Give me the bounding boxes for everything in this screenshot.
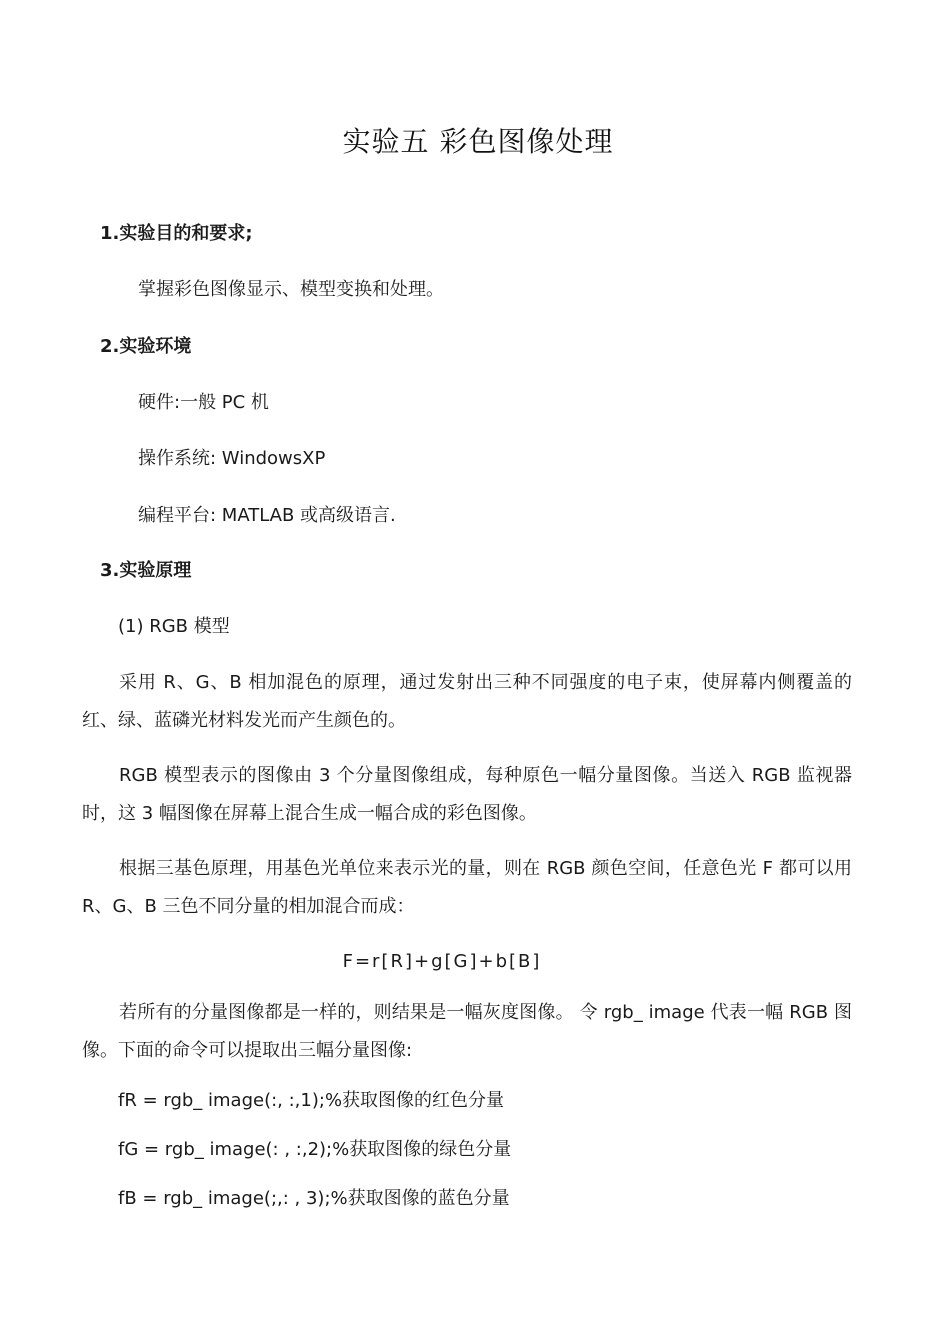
- hardware-text: 硬件:一般 PC 机: [138, 392, 269, 413]
- section-heading-objectives: 1.实验目的和要求;: [100, 223, 253, 244]
- code-line-blue: fB = rgb_ image(;,: , 3);%获取图像的蓝色分量: [118, 1188, 510, 1209]
- code-line-red: fR = rgb_ image(:, :,1);%获取图像的红色分量: [118, 1090, 505, 1111]
- code-line-green: fG = rgb_ image(: , :,2);%获取图像的绿色分量: [118, 1139, 512, 1160]
- objectives-text: 掌握彩色图像显示、模型变换和处理。: [138, 279, 444, 300]
- section-heading-principle: 3.实验原理: [100, 560, 192, 581]
- os-text: 操作系统: WindowsXP: [138, 448, 326, 469]
- color-formula: F=r[R]+g[G]+b[B]: [342, 951, 542, 972]
- platform-text: 编程平台: MATLAB 或高级语言.: [138, 505, 396, 526]
- paragraph-three-primaries: 根据三基色原理，用基色光单位来表示光的量，则在 RGB 颜色空间，任意色光 F 都可以用 R、G、B 三色不同分量的相加混合而成：: [82, 858, 852, 917]
- paragraph-rgb-mixing: 采用 R、G、B 相加混色的原理，通过发射出三种不同强度的电子束，使屏幕内侧覆盖的红、绿、蓝磷光材料发光而产生颜色的。: [82, 672, 852, 731]
- page-title: 实验五 彩色图像处理: [342, 125, 614, 158]
- paragraph-grayscale: 若所有的分量图像都是一样的，则结果是一幅灰度图像。 令 rgb_ image 代表一幅 RGB 图像。下面的命令可以提取出三幅分量图像:: [82, 1002, 852, 1061]
- section-heading-environment: 2.实验环境: [100, 336, 192, 357]
- paragraph-rgb-components: RGB 模型表示的图像由 3 个分量图像组成，每种原色一幅分量图像。当送入 RGB 监视器时，这 3 幅图像在屏幕上混合生成一幅合成的彩色图像。: [82, 765, 852, 824]
- subheading-rgb-model: (1) RGB 模型: [118, 616, 230, 637]
